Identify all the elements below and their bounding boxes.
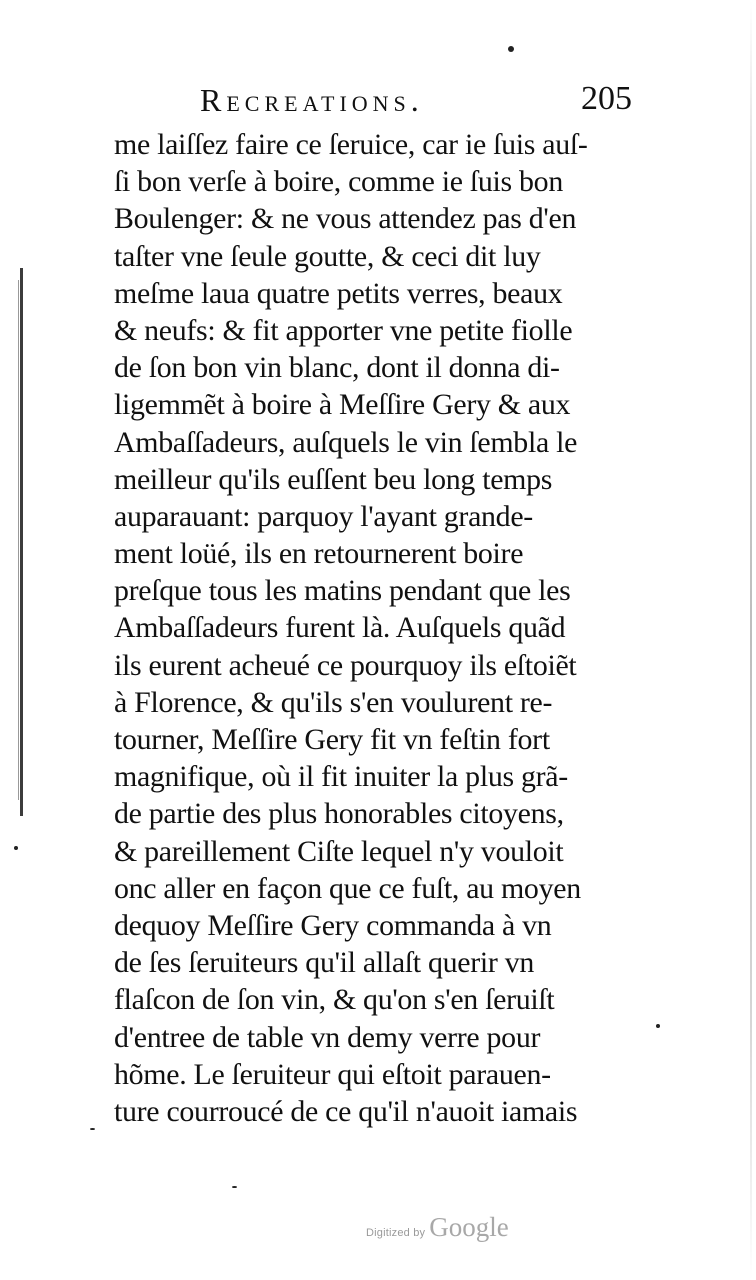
ink-speck (656, 1024, 660, 1028)
text-line: ture courroucé de ce qu'il n'auoit iamais (114, 1094, 578, 1128)
text-line: dequoy Meſſire Gery commanda à vn (114, 908, 552, 942)
margin-vertical-rule (20, 268, 23, 816)
text-line: magnifique, où il fit inuiter la plus grã- (114, 760, 568, 794)
digitization-watermark (366, 1212, 509, 1252)
page-number: 205 (581, 80, 632, 117)
text-line: me laiſſez faire ce ſeruice, car ie ſuis auſ- (114, 128, 588, 161)
text-line: onc aller en façon que ce fuſt, au moyen (114, 871, 581, 905)
text-line: de ſes ſeruiteurs qu'il allaſt querir vn (114, 946, 535, 980)
text-line: flaſcon de ſon vin, & qu'on s'en ſeruiſt (114, 983, 555, 1017)
text-line: & pareillement Ciſte lequel n'y vouloit (114, 834, 564, 868)
text-line: à Florence, & qu'ils s'en voulurent re- (114, 685, 553, 719)
text-line: ligemmẽt à boire à Meſſire Gery & aux (114, 388, 571, 422)
ink-speck (508, 46, 514, 52)
body-text (114, 126, 644, 1130)
text-line: auparauant: parquoy l'ayant grande- (114, 499, 533, 533)
text-line: Boulenger: & ne vous attendez pas d'en (114, 202, 577, 236)
text-line: & neufs: & fit apporter vne petite fiolle (114, 313, 573, 347)
text-line: d'entree de table vn demy verre pour (114, 1020, 541, 1054)
text-line: ſi bon verſe à boire, comme ie ſuis bon (114, 165, 563, 199)
watermark-prefix: Digitized by (366, 1227, 426, 1239)
page-edge-shadow (750, 0, 752, 1280)
text-line: tourner, Meſſire Gery fit vn feſtin fort (114, 723, 550, 756)
text-line: preſque tous les matins pendant que les (114, 574, 571, 608)
running-title: Recreations. (200, 82, 424, 118)
text-line: meſme laua quatre petits verres, beaux (114, 276, 563, 310)
google-logo: Google (429, 1212, 509, 1242)
text-line: de partie des plus honorables citoyens, (114, 797, 564, 831)
text-line: meilleur qu'ils euſſent beu long temps (114, 462, 553, 496)
text-line: ment loüé, ils en retournerent boire (114, 537, 524, 571)
ink-speck (14, 846, 18, 850)
page-header (118, 80, 638, 124)
ink-speck (232, 1186, 237, 1188)
ink-speck (90, 1128, 95, 1130)
margin-vertical-rule-faint (18, 280, 19, 800)
text-line: hõme. Le ſeruiteur qui eſtoit parauen- (114, 1057, 551, 1091)
text-line: Ambaſſadeurs, auſquels le vin ſembla le (114, 425, 578, 459)
text-line: Ambaſſadeurs furent là. Auſquels quãd (114, 611, 566, 645)
text-line: de ſon bon vin blanc, dont il donna di- (114, 351, 560, 385)
text-line: ils eurent acheué ce pourquoy ils eſtoiẽt (114, 648, 577, 682)
text-line: taſter vne ſeule goutte, & ceci dit luy (114, 239, 541, 273)
